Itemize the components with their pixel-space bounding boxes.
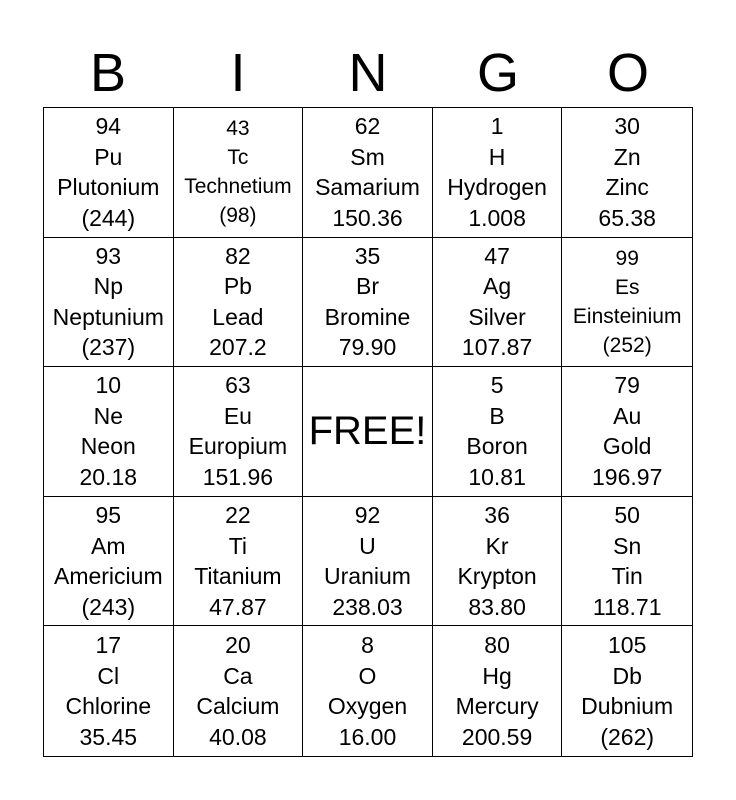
bingo-cell[interactable]	[433, 626, 563, 756]
element-atomic-number: 105	[608, 632, 647, 659]
element-symbol: Ag	[483, 273, 512, 300]
element-symbol: Zn	[613, 143, 641, 170]
element-atomic-mass: 65.38	[598, 204, 656, 231]
element-symbol: Hg	[482, 662, 512, 689]
bingo-cell[interactable]	[303, 238, 433, 368]
element-symbol: Sm	[350, 143, 385, 170]
element-atomic-mass: 10.81	[468, 463, 526, 490]
element-atomic-number: 22	[225, 502, 251, 529]
bingo-cell[interactable]	[433, 497, 563, 627]
element-atomic-number: 79	[614, 372, 640, 399]
element-atomic-mass: 79.90	[338, 334, 397, 361]
element-atomic-number: 1	[490, 113, 504, 140]
element-name: Europium	[188, 433, 288, 460]
element-symbol: Cl	[97, 662, 120, 689]
element-atomic-mass: (98)	[219, 204, 257, 228]
element-name: Chlorine	[65, 693, 152, 720]
bingo-cell[interactable]	[174, 367, 304, 497]
element-symbol: Ne	[93, 402, 123, 429]
element-atomic-mass: (244)	[81, 204, 136, 231]
element-name: Zinc	[605, 174, 649, 201]
element-symbol: Pb	[223, 273, 252, 300]
element-symbol: Db	[612, 662, 642, 689]
element-name: Samarium	[315, 174, 420, 201]
element-symbol: Ca	[223, 662, 253, 689]
element-atomic-mass: (237)	[81, 334, 136, 361]
element-atomic-number: 63	[225, 372, 251, 399]
element-atomic-number: 99	[615, 246, 639, 270]
element-atomic-mass: 150.36	[332, 204, 403, 231]
element-name: Plutonium	[57, 174, 160, 201]
element-atomic-mass: (243)	[81, 593, 136, 620]
bingo-cell[interactable]	[174, 497, 304, 627]
element-atomic-mass: 207.2	[209, 334, 267, 361]
element-symbol: Es	[614, 275, 640, 299]
element-atomic-mass: 118.71	[592, 593, 662, 620]
element-atomic-mass: 20.18	[79, 463, 138, 490]
element-symbol: Pu	[94, 143, 123, 170]
bingo-cell[interactable]	[303, 626, 433, 756]
bingo-cell[interactable]	[44, 238, 174, 368]
element-name: Silver	[468, 303, 526, 330]
bingo-cell[interactable]	[433, 367, 563, 497]
element-atomic-number: 80	[484, 632, 510, 659]
element-atomic-number: 94	[95, 113, 122, 140]
bingo-cell[interactable]	[174, 238, 304, 368]
element-atomic-number: 43	[226, 117, 250, 141]
element-name: Technetium	[184, 175, 292, 199]
element-atomic-mass: 107.87	[461, 334, 533, 361]
element-name: Boron	[466, 433, 528, 460]
element-name: Titanium	[194, 563, 282, 590]
element-atomic-number: 10	[95, 372, 122, 399]
element-name: Mercury	[455, 693, 539, 720]
element-name: Bromine	[324, 303, 411, 330]
bingo-cell[interactable]	[562, 497, 692, 627]
bingo-cell[interactable]	[433, 108, 563, 238]
element-atomic-mass: (252)	[602, 333, 652, 357]
element-symbol: Eu	[223, 402, 252, 429]
element-atomic-number: 20	[225, 632, 251, 659]
element-atomic-number: 92	[354, 502, 381, 529]
element-name: Tin	[611, 563, 643, 590]
element-name: Lead	[212, 303, 264, 330]
element-symbol: Br	[355, 273, 379, 300]
element-name: Neptunium	[52, 303, 164, 330]
bingo-cell[interactable]	[44, 626, 174, 756]
element-name: Krypton	[457, 563, 537, 590]
element-atomic-number: 50	[614, 502, 640, 529]
bingo-cell-free[interactable]	[303, 367, 433, 497]
element-symbol: Ti	[228, 532, 248, 559]
element-atomic-mass: 83.80	[468, 593, 526, 620]
element-name: Einsteinium	[572, 304, 682, 328]
element-atomic-number: 95	[95, 502, 122, 529]
bingo-cell[interactable]	[562, 367, 692, 497]
bingo-cell[interactable]	[174, 108, 304, 238]
element-atomic-mass: (262)	[600, 723, 655, 750]
element-symbol: Np	[93, 273, 123, 300]
bingo-cell[interactable]	[174, 626, 304, 756]
element-symbol: U	[359, 532, 376, 559]
element-symbol: Au	[613, 402, 642, 429]
element-name: Hydrogen	[447, 174, 547, 201]
bingo-header	[43, 42, 693, 104]
bingo-cell[interactable]	[562, 238, 692, 368]
element-symbol: O	[358, 662, 377, 689]
element-symbol: B	[489, 402, 505, 429]
element-atomic-number: 93	[95, 242, 122, 269]
header-letter-o: O	[606, 43, 649, 103]
header-letter-i: I	[230, 43, 246, 103]
element-name: Gold	[602, 433, 652, 460]
bingo-card-grid	[43, 107, 693, 757]
element-atomic-mass: 196.97	[592, 463, 663, 490]
bingo-cell[interactable]	[44, 497, 174, 627]
element-name: Dubnium	[581, 693, 674, 720]
header-letter-n: N	[348, 43, 388, 103]
element-atomic-number: 30	[614, 113, 640, 140]
element-symbol: Kr	[485, 532, 509, 559]
element-symbol: Sn	[613, 532, 642, 559]
element-atomic-number: 5	[490, 372, 504, 399]
bingo-cell[interactable]	[303, 497, 433, 627]
element-atomic-number: 36	[484, 502, 510, 529]
element-atomic-number: 8	[361, 632, 374, 659]
element-atomic-number: 47	[484, 242, 510, 269]
bingo-cell[interactable]	[44, 367, 174, 497]
element-atomic-mass: 35.45	[79, 723, 138, 750]
element-name: Oxygen	[327, 693, 408, 720]
element-atomic-number: 17	[95, 632, 122, 659]
element-atomic-mass: 40.08	[209, 723, 267, 750]
bingo-cell[interactable]	[433, 238, 563, 368]
element-atomic-number: 62	[354, 113, 381, 140]
element-atomic-mass: 238.03	[332, 593, 403, 620]
element-atomic-mass: 47.87	[209, 593, 267, 620]
free-space-label: FREE!	[308, 409, 427, 454]
element-atomic-mass: 151.96	[202, 463, 274, 490]
element-atomic-number: 82	[225, 242, 251, 269]
element-name: Americium	[53, 563, 163, 590]
bingo-cell[interactable]	[562, 626, 692, 756]
element-symbol: Tc	[227, 146, 249, 170]
bingo-cell[interactable]	[562, 108, 692, 238]
element-symbol: Am	[91, 532, 126, 559]
header-letter-g: G	[476, 43, 519, 103]
element-atomic-mass: 200.59	[461, 723, 533, 750]
bingo-cell[interactable]	[303, 108, 433, 238]
bingo-cell[interactable]	[44, 108, 174, 238]
element-atomic-mass: 1.008	[468, 204, 526, 231]
element-name: Uranium	[324, 563, 411, 590]
element-symbol: H	[488, 143, 506, 170]
element-name: Neon	[80, 433, 136, 460]
header-letter-b: B	[89, 43, 127, 103]
element-atomic-number: 35	[354, 242, 381, 269]
element-atomic-mass: 16.00	[338, 723, 397, 750]
element-name: Calcium	[196, 693, 280, 720]
